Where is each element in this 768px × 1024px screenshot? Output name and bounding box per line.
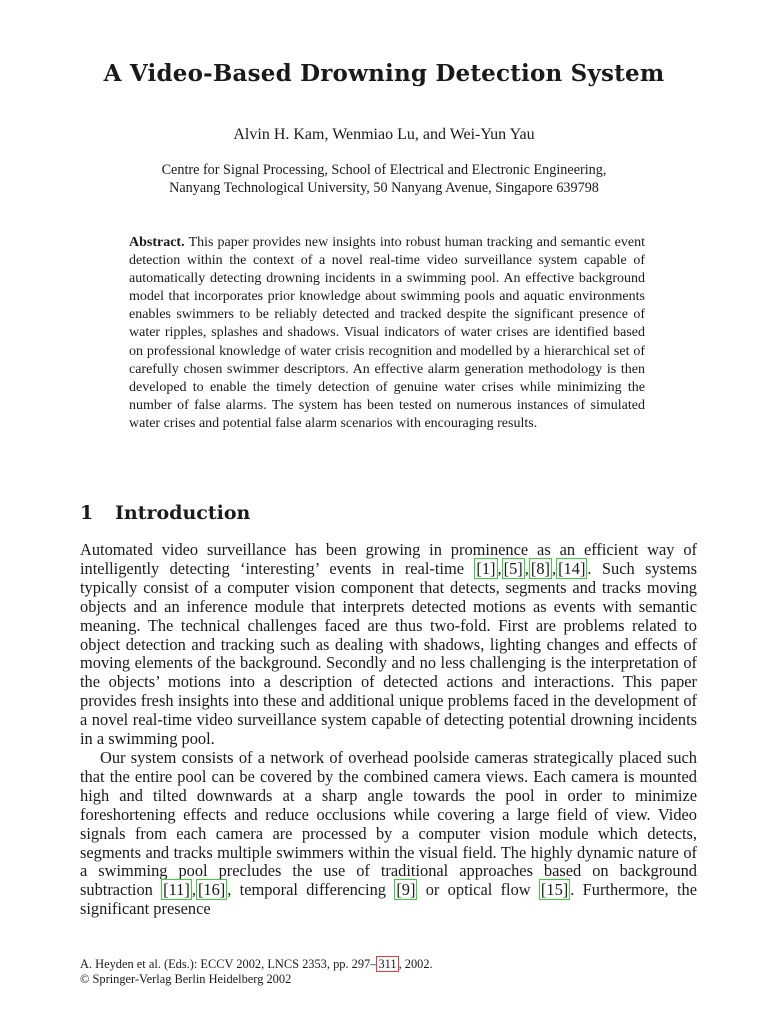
citation-info-text: , 2002.: [398, 957, 433, 971]
copyright-line: © Springer-Verlag Berlin Heidelberg 2002: [80, 971, 292, 986]
citation-link[interactable]: [16]: [197, 880, 226, 900]
abstract-label: Abstract.: [129, 235, 185, 250]
paragraph: [80, 749, 697, 919]
citation-link[interactable]: [8]: [530, 558, 550, 578]
paragraph-text: , temporal differencing: [227, 880, 395, 900]
affiliation-line: Nanyang Technological University, 50 Nanyang Avenue, Singapore 639798: [169, 180, 599, 196]
citation-link[interactable]: [15]: [540, 880, 569, 900]
section-body: [80, 541, 697, 919]
citation-separator: ,: [497, 558, 502, 578]
citation-separator: ,: [524, 558, 529, 578]
paragraph-text: Automated video surveillance has been growing in prominence as an efficient way of intelligently detecting ‘interesting’ events in real-time: [80, 540, 697, 578]
paper-affiliation: [0, 161, 768, 197]
paragraph-text: Our system consists of a network of overhead poolside cameras strategically placed such that the entire pool can be covered by the combined camera views. Each camera is mounted high and tilted downwards at a sharp angle towards the pool in order to minimize foreshortening effects and reduce occlusions while covering a large field of view. Video signals from each camera are processed by a computer vision module which detects, segments and tracks multiple swimmers within the visual field. The highly dynamic nature of a swimming pool precludes the use of traditional approaches based on background subtraction: [80, 747, 697, 900]
paragraph-text: . Such systems typically consist of a computer vision component that detects, segments and tracks moving objects and an inference module that interprets detected motions as events with semantic meaning. The technical challenges faced are thus two-fold. First are problems related to object detection and tracking such as dealing with shadows, lighting changes and effects of moving elements of the background. Secondly and no less challenging is the interpretation of the objects’ motions into a description of detected actions and interactions. This paper provides fresh insights into these and additional unique problems faced in the development of a novel real-time video surveillance system capable of detecting potential drowning incidents in a swimming pool.: [80, 558, 698, 749]
paragraph-text: or optical flow: [417, 880, 539, 900]
section-heading: [80, 502, 250, 524]
paragraph: [80, 541, 697, 749]
page-footer: [80, 957, 433, 986]
citation-link[interactable]: [1]: [476, 558, 496, 578]
section-number: 1: [80, 502, 94, 524]
citation-info-text: A. Heyden et al. (Eds.): ECCV 2002, LNCS 2353, pp. 297–: [80, 957, 377, 971]
paper-authors: Alvin H. Kam, Wenmiao Lu, and Wei-Yun Yau: [233, 126, 535, 143]
citation-separator: ,: [191, 880, 196, 900]
citation-info: [80, 957, 433, 972]
abstract-text: This paper provides new insights into robust human tracking and semantic event detection within the context of a novel real-time video surveillance system capable of automatically detecting drowning incidents in a swimming pool. An effective background model that incorporates prior knowledge about swimming pools and aquatic environments enables swimmers to be reliably detected and tracked despite the significant presence of water ripples, splashes and shadows. Visual indicators of water crises are identified based on professional knowledge of water crisis recognition and modelled by a hierarchical set of carefully chosen swimmer descriptors. An effective alarm generation methodology is then developed to enable the timely detection of genuine water crises while minimizing the number of false alarms. The system has been tested on numerous instances of simulated water crises and potential false alarm scenarios with encouraging results.: [129, 235, 645, 431]
page-range-link[interactable]: 311: [378, 957, 397, 971]
paper-title: A Video-Based Drowning Detection System: [103, 60, 665, 87]
citation-link[interactable]: [9]: [396, 880, 416, 900]
affiliation-line: Centre for Signal Processing, School of Electrical and Electronic Engineering,: [161, 162, 607, 178]
citation-separator: ,: [551, 558, 557, 578]
abstract: [129, 234, 645, 433]
citation-link[interactable]: [14]: [558, 558, 586, 578]
section-title: Introduction: [115, 502, 251, 524]
citation-link[interactable]: [11]: [163, 880, 190, 900]
citation-link[interactable]: [5]: [503, 558, 523, 578]
paragraph-text: . Furthermore, the significant presence: [80, 880, 697, 919]
